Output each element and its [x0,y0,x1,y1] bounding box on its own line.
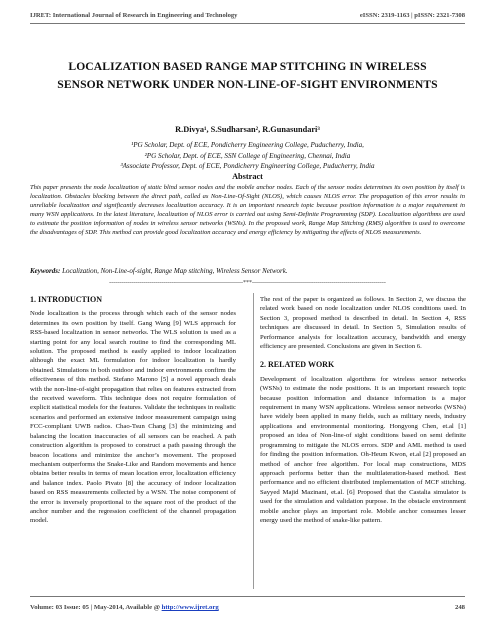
page-number: 248 [454,604,465,611]
right-column [260,295,466,525]
paper-title [30,58,465,94]
footer-rule [30,596,465,597]
affiliation-1: ¹PG Scholar, Dept. of ECE, Pondicherry Engineering College, Puducherry, India, [131,141,364,149]
title-line-2: SENSOR NETWORK UNDER NON-LINE-OF-SIGHT ENVIRONMENTS [57,78,438,91]
title-line-1: LOCALIZATION BASED RANGE MAP STITCHING IN WIRELESS [68,60,427,73]
abstract-body: This paper presents the node localization of static blind sensor nodes and the mobile anchor nodes. Each of the sensor nodes determines its own position by itself is localization. Obstacles blocking between the direct path, called as Non-Line-Of-Sight (NLOS), which causes NLOS error. The propagation of this error results in unreliable localization and significantly decreases localization accuracy. It is an important research topic because position information is a major requirement in many WSN applications. In the latest literature, localization of NLOS error is carried out using Semi-Definite Programming (SDP). Localization algorithms are used to estimate the position information of nodes in wireless sensor networks (WSNs). In the proposed work, Range Map Stitching (RMS) algorithm is used to overcome the disadvantages of SDP. This method can provide good localization accuracy and energy efficiency by mitigating the effects of NLOS measurements. [30,184,465,237]
section-separator: -------------------------------------------------------------------***------------------------------------------------------------------- [109,280,386,286]
keywords-label: Keywords: [30,267,61,275]
keywords [30,266,465,276]
column-divider [253,293,254,589]
footer-volume [30,604,219,611]
introduction-body: Node localization is the process through which each of the sensor nodes determines its own position by itself. Gang Wang [9] WLS approach for RSS-based localization in sensor networks. The WLS solution is used as a starting point for any local search routine to find the corresponding ML solution. The proposed method is easily applied to indoor localization although the exact ML formulation for indoor localization is hardly obtained. Simulations in both outdoor and indoor environments confirm the effectiveness of this method. Stefano Marono [5] a novel approach deals with the non-line-of-sight propagation that relies on features extracted from the received waveform. This technique does not require formulation of explicit statistical models for the features. Validate the techniques in realistic scenarios and performed an extensive indoor measurement campaign using FCC-compliant UWB radios. Chao-Tsun Chang [3] the minimizing and balancing the location inaccuracies of all sensors can be reached. A path construction algorithm is proposed to construct a path passing through the beacon locations and minimize the anchor’s movement. The proposed mechanism outperforms the Snake-Like and Random movements and hence obtains better results in terms of mean location error, localization efficiency and balance index. Paolo Pivato [8] the accuracy of indoor localization based on RSS measurements collected by a WSN. The noise component of the error is inversely proportional to the square root of the product of the anchor number and the regression coefficient of the channel propagation model. [30,310,236,525]
affiliation-3: ³Associate Professor, Dept. of ECE, Pondicherry Engineering College, Puducherry, India [120,162,375,170]
journal-link[interactable]: http://www.ijret.org [161,604,219,611]
issn: eISSN: 2319-1163 | pISSN: 2321-7308 [359,12,465,19]
header-rule [30,23,465,24]
authors: R.Divya¹, S.Sudharsan², R.Gunasundari³ [175,125,320,134]
volume-text: Volume: 03 Issue: 05 | May-2014, Available @ [30,604,162,611]
left-column [30,295,236,526]
introduction-heading: 1. INTRODUCTION [30,295,103,304]
journal-name: IJRET: International Journal of Research in Engineering and Technology [30,12,238,19]
abstract-heading: Abstract [232,172,263,181]
related-work-heading: 2. RELATED WORK [260,360,335,370]
affiliations [30,140,465,172]
organization-paragraph: The rest of the paper is organized as follows. In Section 2, we discuss the related work based on node localization under NLOS conditions used. In Section 3, proposed method is described in detail. In Section 4, RSS techniques are discussed in detail. In Section 5, Simulation results of Performance analysis for localization accuracy, bandwidth and energy efficiency are presented. Conclusions are given in Section 6. [260,296,466,351]
keywords-text: Localization, Non-Line-of-sight, Range Map stitching, Wireless Sensor Network. [60,267,288,275]
affiliation-2: ²PG Scholar, Dept. of ECE, SSN College of Engineering, Chennai, India [144,151,351,160]
related-work-body: Development of localization algorithms for wireless sensor networks (WSNs) to estimate the node positions. It is an important research topic because position information and distance information is a major requirement in many WSN applications. Wireless sensor networks (WSNs) have widely been applied in many fields, such as military needs, industry applications and environmental monitoring. Hongyong Chen, et.al [1] proposed an idea of Non-line-of sight conditions based on semi definite programming to mitigate the NLOS errors. SDP and AML method is used for finding the position information. Oh-Heum Kwon, et.al [2] proposed an method of anchor free algorithm. For local map constructions, MDS approach performs better than the multilateration-based method. Best performance and no efficient distributed implementation of MCF stitching. Sayyed Majid Mazinani, et.al. [6] Proposed that the Castalia simulator is used for the simulation and validation purpose. In the obstacle environment mobile anchor plays an important role. Mobile anchor consumes lesser energy used the method of snake-like pattern. [260,375,466,524]
